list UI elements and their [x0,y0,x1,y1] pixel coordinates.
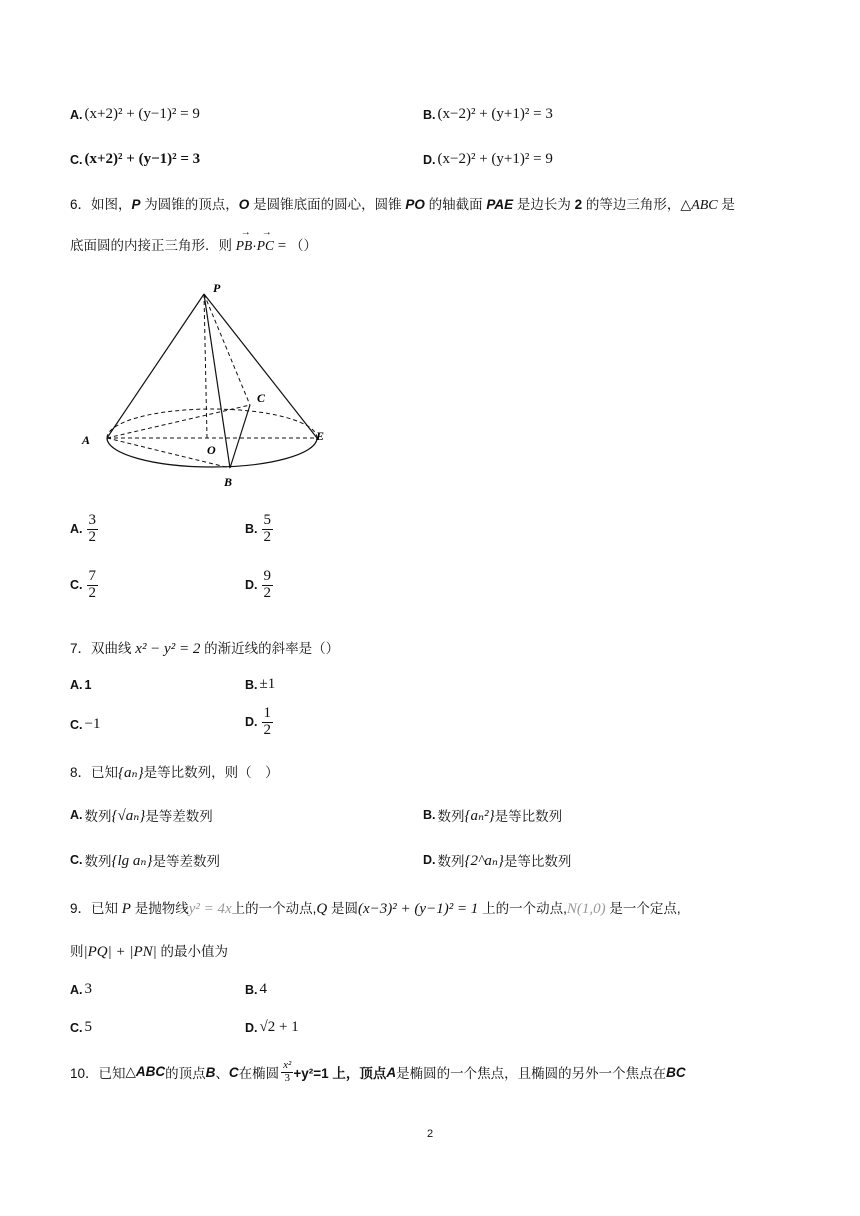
sequence: {lg aₙ} [111,852,153,869]
text: 是等差数列 [152,854,220,869]
denominator: 3 [284,1071,291,1084]
q8-option-b [423,805,562,825]
q7-option-c [70,716,100,733]
option-value: 4 [259,981,267,997]
denominator: 2 [263,528,271,545]
text: 、 [215,1066,229,1082]
fraction [262,569,274,602]
point-label: C [228,1064,239,1080]
q10-stem [70,1060,686,1084]
q6-option-b [245,513,273,546]
text: 为圆锥的顶点， [140,197,239,212]
numerator: 1 [263,705,271,721]
q8-option-d [423,850,571,870]
q9-stem-line1 [70,897,681,918]
option-label: D. [245,715,258,730]
text: 是抛物线 [130,901,189,916]
q5-option-d [423,151,553,168]
text: 底面圆的内接正三角形．则 [70,238,236,253]
fraction [87,569,99,602]
option-label: C. [70,1020,83,1035]
equals: = [274,238,290,254]
option-label: C. [70,853,83,867]
expression: |PQ| + |PN| [83,944,157,960]
q7-option-d [245,706,273,739]
q5-option-c [70,151,200,168]
text: 双曲线 [91,641,136,656]
option-value: √2 + 1 [259,1019,299,1035]
text: 已知 [98,1066,126,1082]
q8-stem [70,761,279,782]
text: 是圆 [327,901,359,916]
option-value: 3 [84,981,92,997]
option-label: B. [423,107,436,122]
q9-option-c [70,1019,92,1036]
option-math: (x+2)² + (y−1)² = 9 [84,106,200,122]
text: 的渐近线的斜率是（） [200,641,340,656]
option-label: B. [423,808,436,822]
fixed-point: N(1,0) [566,901,606,917]
q5-option-b [423,106,553,123]
line-bc [230,405,250,468]
cone-figure [70,278,340,493]
triangle-label: △ABC [680,198,718,213]
numerator: 7 [88,568,96,584]
q8-option-a [70,805,213,825]
text: 的最小值为 [156,944,229,959]
text: 是边长为 [513,197,575,212]
text: 已知 [91,765,119,780]
text: 如图， [91,197,132,212]
label-b: B [224,475,233,489]
text: 是等比数列 [503,854,572,869]
text: 已知 [91,901,122,916]
line-ac [107,405,250,438]
page-number: 2 [426,1128,434,1140]
text: 数列 [84,854,112,869]
point-label: Q [316,901,328,917]
question-number: 10． [70,1066,99,1082]
number: 2 [574,197,583,212]
option-math: (x−2)² + (y+1)² = 9 [437,151,553,167]
sequence: {aₙ} [118,765,144,781]
label-a: A [82,433,91,447]
text: 则 [70,944,84,959]
question-number: 7． [70,641,92,656]
q5-option-a [70,106,200,123]
denominator: 2 [88,528,96,545]
option-label: A. [70,808,83,822]
text: +y²=1 上，顶点 [293,1066,387,1082]
option-label: C. [70,578,83,593]
q6-option-a [70,513,98,546]
text: 是一个定点, [605,901,681,916]
dot-operator: · [252,238,257,253]
line-pe [204,294,317,438]
label-c: C [257,391,266,405]
numerator: 5 [263,512,271,528]
question-number: 9． [70,901,92,916]
q8-option-c [70,850,220,870]
fraction [262,706,274,739]
numerator: 9 [263,568,271,584]
segment-label: PO [405,197,425,212]
text: 的等边三角形， [582,197,681,212]
option-label: B. [245,522,258,537]
fraction [281,1060,293,1084]
text: 在椭圆 [238,1066,280,1082]
denominator: 2 [263,721,271,738]
option-label: A. [70,678,83,692]
sequence: {√aₙ} [111,807,146,824]
q6-stem-line2 [70,234,317,255]
fraction [87,513,99,546]
numerator: 3 [88,512,96,528]
q9-stem-line2 [70,940,228,961]
text: 是椭圆的一个焦点，且椭圆的另外一个焦点在 [396,1066,667,1082]
segment-label: BC [666,1064,686,1080]
vector-pc: → PC [257,238,274,254]
text: 的顶点 [165,1066,206,1082]
sequence: {aₙ²} [464,807,495,824]
option-value: ±1 [259,676,276,692]
answer-blank: （） [290,238,317,253]
text: 是等比数列，则（ ） [143,765,279,780]
text: 数列 [437,809,465,824]
line-pc [204,294,250,405]
line-pa [107,294,204,438]
option-label: A. [70,522,83,537]
text: 是等差数列 [145,809,213,824]
option-label: C. [70,152,83,167]
q9-option-a [70,981,92,998]
circle-equation: (x−3)² + (y−1)² = 1 [358,901,479,917]
q7-option-a [70,678,93,692]
q6-option-c [70,569,98,602]
option-value: 5 [84,1019,92,1035]
q6-stem-line1 [70,193,735,214]
fraction [262,513,274,546]
point-label: O [238,197,250,212]
question-number: 8． [70,765,92,780]
text: 数列 [437,854,465,869]
label-e: E [316,429,325,443]
label-o: O [207,443,216,457]
numerator: x² [283,1059,292,1071]
denominator: 2 [88,584,96,601]
parabola-equation: y² = 4x [188,901,232,917]
line-pb [204,294,230,468]
equation: x² − y² = 2 [135,641,201,657]
text: 数列 [84,809,112,824]
denominator: 2 [263,584,271,601]
q7-stem [70,637,339,658]
point-label: P [131,197,141,212]
vector-pb: → PB [236,238,253,254]
option-label: A. [70,982,83,997]
text: 是圆锥底面的圆心，圆锥 [249,197,406,212]
option-value: −1 [84,716,101,732]
option-label: D. [245,1020,258,1035]
option-math: (x−2)² + (y+1)² = 3 [437,106,553,122]
point-label: B [205,1064,216,1080]
option-math: (x+2)² + (y−1)² = 3 [84,151,201,167]
q7-option-b [245,676,275,693]
sequence: {2^aₙ} [464,852,504,869]
option-label: D. [245,578,258,593]
line-po [204,294,207,438]
label-p: P [213,281,221,295]
point-label: P [121,901,131,917]
triangle-label: △ABC [125,1064,166,1080]
q9-option-b [245,981,267,998]
q6-option-d [245,569,273,602]
text: 是等比数列 [494,809,563,824]
option-label: D. [423,853,436,867]
text: 是 [717,197,735,212]
question-number: 6． [70,197,92,212]
option-value: 1 [84,678,92,692]
text: 上的一个动点, [231,901,317,916]
point-label: A [386,1064,397,1080]
option-label: D. [423,152,436,167]
option-label: A. [70,107,83,122]
option-label: B. [245,677,258,692]
option-label: C. [70,717,83,732]
text: 上的一个动点, [478,901,567,916]
text: 的轴截面 [424,197,487,212]
option-label: B. [245,982,258,997]
triangle-label: PAE [486,197,514,212]
q9-option-d [245,1019,299,1036]
